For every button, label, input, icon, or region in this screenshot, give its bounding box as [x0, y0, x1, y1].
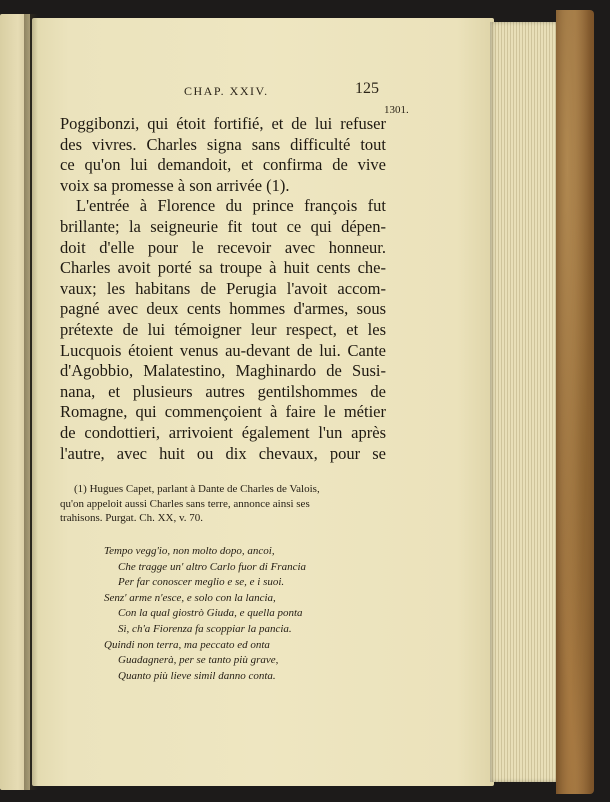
poem-line: Senz' arme n'esce, e solo con la lancia, [104, 591, 276, 604]
body-text [60, 114, 386, 464]
poem-line: Sì, ch'a Fiorenza fa scoppiar la pancia. [118, 622, 292, 635]
text-line: vaux; les habitans de Perugia l'avoit accom- [60, 278, 386, 298]
margin-year: 1301. [384, 104, 409, 116]
text-line: voix sa promesse à son arrivée (1). [60, 175, 290, 195]
poem-line: Che tragge un' altro Carlo fuor di Francia [118, 560, 307, 573]
text-line: d'Agobbio, Malatestino, Maghinardo de Susi- [60, 361, 386, 381]
page-header [32, 80, 494, 100]
page-number: 125 [355, 80, 379, 97]
footnote-line: (1) Hugues Capet, parlant à Dante de Charles de Valois, [74, 483, 320, 495]
text-line: l'autre, avec huit ou dix chevaux, pour se [60, 443, 386, 463]
text-line: nana, et plusieurs autres gentilshommes de [60, 381, 386, 401]
running-head: CHAP. XXIV. [184, 84, 269, 98]
poem-quote [104, 544, 394, 684]
poem-line: Guadagnerà, per se tanto più grave, [118, 654, 279, 667]
text-line: ce qu'on lui demandoit, et confirma de vive [60, 155, 386, 175]
page-stack-edge [490, 22, 558, 782]
text-line: pagné avec deux cents hommes d'armes, sous [60, 299, 386, 319]
footnote [60, 482, 388, 526]
poem-line: Quanto più lieve simil danno conta. [118, 669, 276, 682]
text-line: Lucquois étoient venus au-devant de lui. Cante [60, 340, 386, 360]
gutter-shadow [24, 14, 38, 790]
text-line: doit d'elle pour le recevoir avec honneur. [60, 237, 386, 257]
text-line: Poggibonzi, qui étoit fortifié, et de lui refuser [60, 114, 386, 133]
text-line: prétexte de lui témoigner leur respect, et les [60, 319, 386, 339]
footnote-line: qu'on appeloit aussi Charles sans terre, annonce ainsi ses [60, 497, 310, 510]
footnote-line: trahisons. Purgat. Ch. XX, v. 70. [60, 512, 203, 524]
text-line: Charles avoit porté sa troupe à huit cents che- [60, 258, 386, 278]
text-line: brillante; la seigneurie fit tout ce qui dépen- [60, 216, 386, 236]
text-line: des vivres. Charles signa sans difficulté tout [60, 134, 386, 154]
book-page [32, 18, 494, 786]
poem-line: Con la qual giostrò Giuda, e quella ponta [118, 607, 303, 620]
text-line: Romagne, qui commençoient à faire le métier [60, 402, 386, 422]
poem-line: Quindi non terra, ma peccato ed onta [104, 638, 270, 651]
poem-line: Tempo vegg'io, non molto dopo, ancoi, [104, 545, 275, 557]
marbled-cover-edge [556, 10, 594, 794]
poem-line: Per far conoscer meglio e se, e i suoi. [118, 576, 285, 589]
text-line: de condottieri, arrivoient également l'un après [60, 422, 386, 442]
text-line: L'entrée à Florence du prince françois fut [76, 196, 386, 216]
